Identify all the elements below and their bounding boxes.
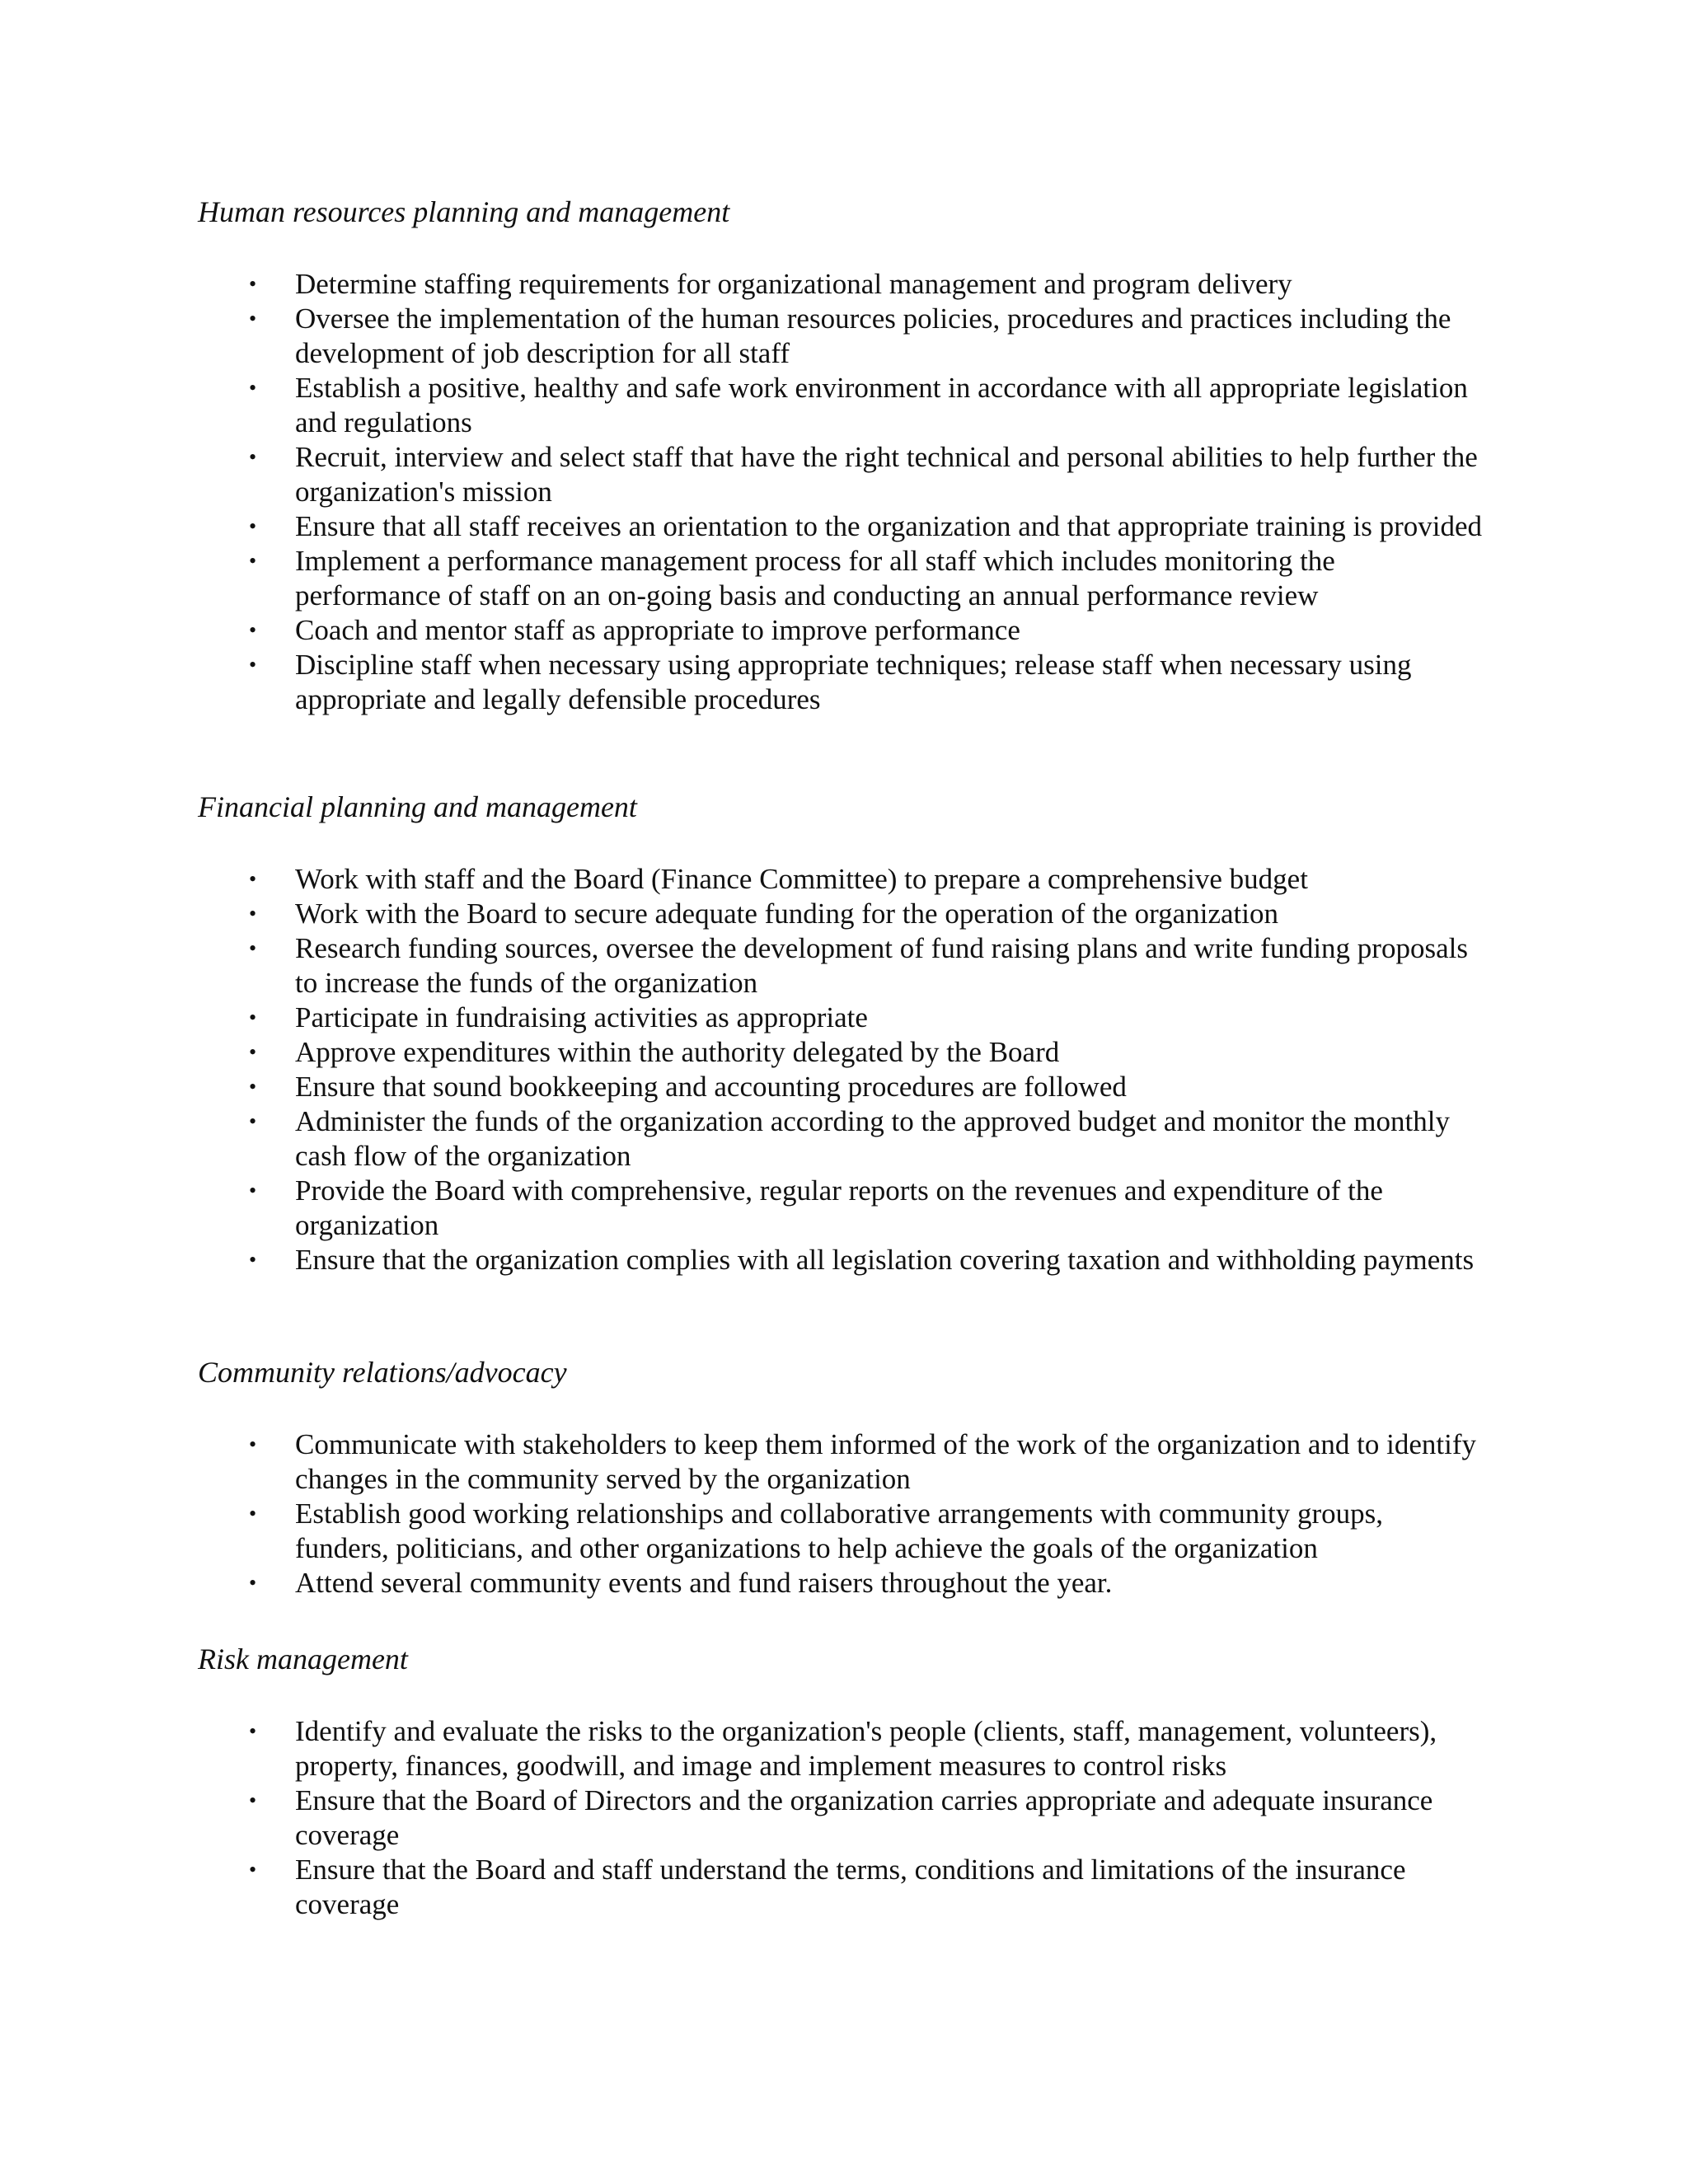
list-item: • Work with staff and the Board (Finance Committee) to prepare a comprehensive budget bbox=[249, 863, 1308, 895]
bullet-icon: • bbox=[249, 1571, 257, 1595]
list-item: • Ensure that sound bookkeeping and accounting procedures are followed bbox=[249, 1071, 1127, 1103]
list-item: • Establish a positive, healthy and safe work environment in accordance with all appropriate legislation and regulations bbox=[249, 372, 1468, 438]
bullet-icon: • bbox=[249, 1005, 257, 1029]
bullet-list bbox=[198, 1427, 1484, 1601]
bullet-icon: • bbox=[249, 653, 257, 677]
list-item: • Research funding sources, oversee the development of fund raising plans and write funding proposals to increase the funds of the organization bbox=[249, 932, 1468, 999]
list-item: • Determine staffing requirements for organizational management and program delivery bbox=[249, 268, 1292, 300]
list-item: • Communicate with stakeholders to keep them informed of the work of the organization and to identify changes in the community served by the organization bbox=[249, 1428, 1477, 1495]
bullet-icon: • bbox=[249, 936, 257, 960]
bullet-icon: • bbox=[249, 1248, 257, 1272]
list-item: • Provide the Board with comprehensive, regular reports on the revenues and expenditure of the organization bbox=[249, 1174, 1383, 1241]
list-item: • Work with the Board to secure adequate funding for the operation of the organization bbox=[249, 898, 1278, 930]
bullet-icon: • bbox=[249, 618, 257, 642]
list-item: • Attend several community events and fund raisers throughout the year. bbox=[249, 1567, 1113, 1599]
list-item: • Ensure that all staff receives an orientation to the organization and that appropriate training is provided bbox=[249, 510, 1483, 542]
bullet-icon: • bbox=[249, 1109, 257, 1133]
section-title: Human resources planning and management bbox=[198, 195, 730, 228]
bullet-icon: • bbox=[249, 514, 257, 538]
bullet-list bbox=[198, 1714, 1484, 1922]
section-title: Financial planning and management bbox=[198, 790, 637, 823]
list-item: • Recruit, interview and select staff that have the right technical and personal abilities to help further the organization's mission bbox=[249, 441, 1478, 508]
list-item: • Administer the funds of the organization according to the approved budget and monitor the monthly cash flow of the organization bbox=[249, 1105, 1450, 1172]
list-item: • Discipline staff when necessary using appropriate techniques; release staff when necessary using appropriate and legally defensible procedures bbox=[249, 649, 1412, 715]
bullet-icon: • bbox=[249, 1719, 257, 1743]
bullet-icon: • bbox=[249, 272, 257, 296]
list-item: • Ensure that the organization complies with all legislation covering taxation and withholding payments bbox=[249, 1244, 1475, 1276]
list-item: • Participate in fundraising activities as appropriate bbox=[249, 1001, 868, 1033]
bullet-list bbox=[198, 267, 1484, 717]
list-item: • Oversee the implementation of the human resources policies, procedures and practices including the development of job description for all staff bbox=[249, 302, 1451, 369]
section-title: Community relations/advocacy bbox=[198, 1356, 567, 1389]
list-item: • Ensure that the Board of Directors and the organization carries appropriate and adequate insurance coverage bbox=[249, 1784, 1433, 1851]
list-item: • Approve expenditures within the authority delegated by the Board bbox=[249, 1036, 1060, 1068]
bullet-icon: • bbox=[249, 902, 257, 926]
list-item: • Identify and evaluate the risks to the organization's people (clients, staff, management, volunteers), property, finances, goodwill, and image and implement measures to control risks bbox=[249, 1715, 1437, 1782]
section-risk-management bbox=[198, 1642, 1484, 1922]
list-item: • Establish good working relationships and collaborative arrangements with community groups, funders, politicians, and other organizations to help achieve the goals of the organization bbox=[249, 1497, 1384, 1564]
bullet-icon: • bbox=[249, 1858, 257, 1882]
list-item: • Ensure that the Board and staff understand the terms, conditions and limitations of the insurance coverage bbox=[249, 1854, 1406, 1920]
bullet-icon: • bbox=[249, 376, 257, 400]
section-financial bbox=[198, 790, 1484, 1277]
bullet-icon: • bbox=[249, 1179, 257, 1202]
bullet-icon: • bbox=[249, 1788, 257, 1812]
bullet-icon: • bbox=[249, 549, 257, 573]
bullet-icon: • bbox=[249, 445, 257, 469]
bullet-icon: • bbox=[249, 1075, 257, 1099]
list-item: • Coach and mentor staff as appropriate to improve performance bbox=[249, 614, 1020, 646]
bullet-list bbox=[198, 862, 1484, 1277]
section-community-relations bbox=[198, 1355, 1484, 1601]
section-human-resources bbox=[198, 194, 1484, 717]
section-title: Risk management bbox=[198, 1643, 408, 1675]
bullet-icon: • bbox=[249, 1502, 257, 1526]
bullet-icon: • bbox=[249, 307, 257, 330]
bullet-icon: • bbox=[249, 1432, 257, 1456]
list-item: • Implement a performance management process for all staff which includes monitoring the performance of staff on an on-going basis and conducting an annual performance review bbox=[249, 545, 1335, 612]
bullet-icon: • bbox=[249, 1040, 257, 1064]
bullet-icon: • bbox=[249, 867, 257, 891]
